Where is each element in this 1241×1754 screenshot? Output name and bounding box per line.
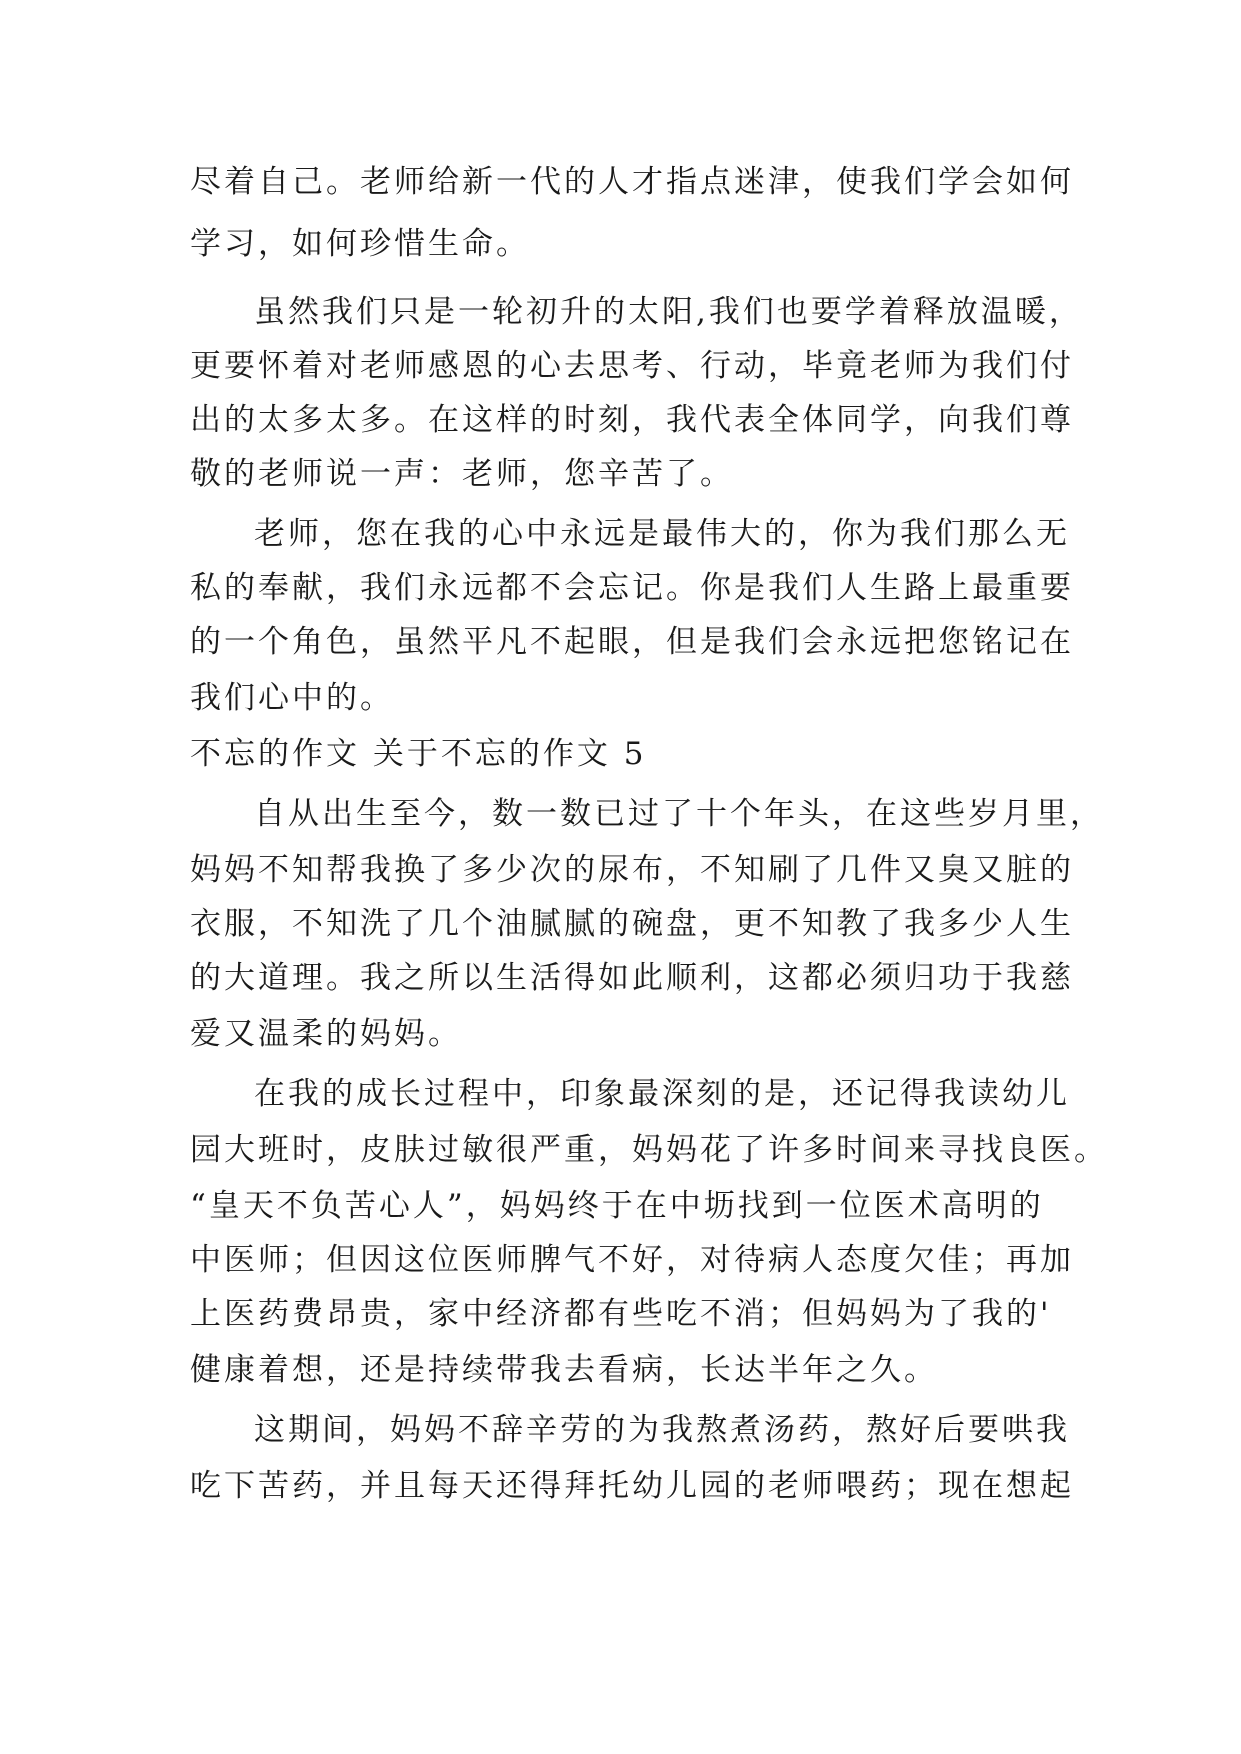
text-line: 衣服，不知洗了几个油腻腻的碗盘，更不知教了我多少人生 (190, 906, 1074, 942)
text-line: 爱又温柔的妈妈。 (190, 1016, 462, 1052)
text-line: 中医师；但因这位医师脾气不好，对待病人态度欠佳；再加 (190, 1242, 1074, 1278)
text-line: 敬的老师说一声：老师，您辛苦了。 (190, 456, 734, 492)
paragraph-first-line: 虽然我们只是一轮初升的太阳,我们也要学着释放温暖， (254, 294, 1083, 330)
text-line: 私的奉献，我们永远都不会忘记。你是我们人生路上最重要 (190, 570, 1074, 606)
section-heading: 不忘的作文 关于不忘的作文 5 (190, 736, 647, 772)
paragraph-first-line: 在我的成长过程中，印象最深刻的是，还记得我读幼儿 (254, 1076, 1070, 1112)
text-line: 的大道理。我之所以生活得如此顺利，这都必须归功于我慈 (190, 960, 1074, 996)
text-line: 更要怀着对老师感恩的心去思考、行动，毕竟老师为我们付 (190, 348, 1074, 384)
text-line: 我们心中的。 (190, 680, 394, 716)
text-line: 出的太多太多。在这样的时刻，我代表全体同学，向我们尊 (190, 402, 1074, 438)
text-line: 尽着自己。老师给新一代的人才指点迷津，使我们学会如何 (190, 164, 1074, 200)
paragraph-first-line: 这期间，妈妈不辞辛劳的为我熬煮汤药，熬好后要哄我 (254, 1412, 1070, 1448)
text-line: 健康着想，还是持续带我去看病，长达半年之久。 (190, 1352, 938, 1388)
text-line: “皇天不负苦心人”，妈妈终于在中坜找到一位医术高明的 (190, 1188, 1044, 1224)
text-line: 的一个角色，虽然平凡不起眼，但是我们会永远把您铭记在 (190, 624, 1074, 660)
text-line: 吃下苦药，并且每天还得拜托幼儿园的老师喂药；现在想起 (190, 1468, 1074, 1504)
text-line: 上医药费昂贵，家中经济都有些吃不消；但妈妈为了我的' (190, 1296, 1052, 1332)
text-line: 园大班时，皮肤过敏很严重，妈妈花了许多时间来寻找良医。 (190, 1132, 1108, 1168)
paragraph-first-line: 自从出生至今，数一数已过了十个年头，在这些岁月里， (254, 796, 1104, 832)
text-line: 妈妈不知帮我换了多少次的尿布，不知刷了几件又臭又脏的 (190, 852, 1074, 888)
text-line: 学习，如何珍惜生命。 (190, 226, 530, 262)
paragraph-first-line: 老师，您在我的心中永远是最伟大的，你为我们那么无 (254, 516, 1070, 552)
